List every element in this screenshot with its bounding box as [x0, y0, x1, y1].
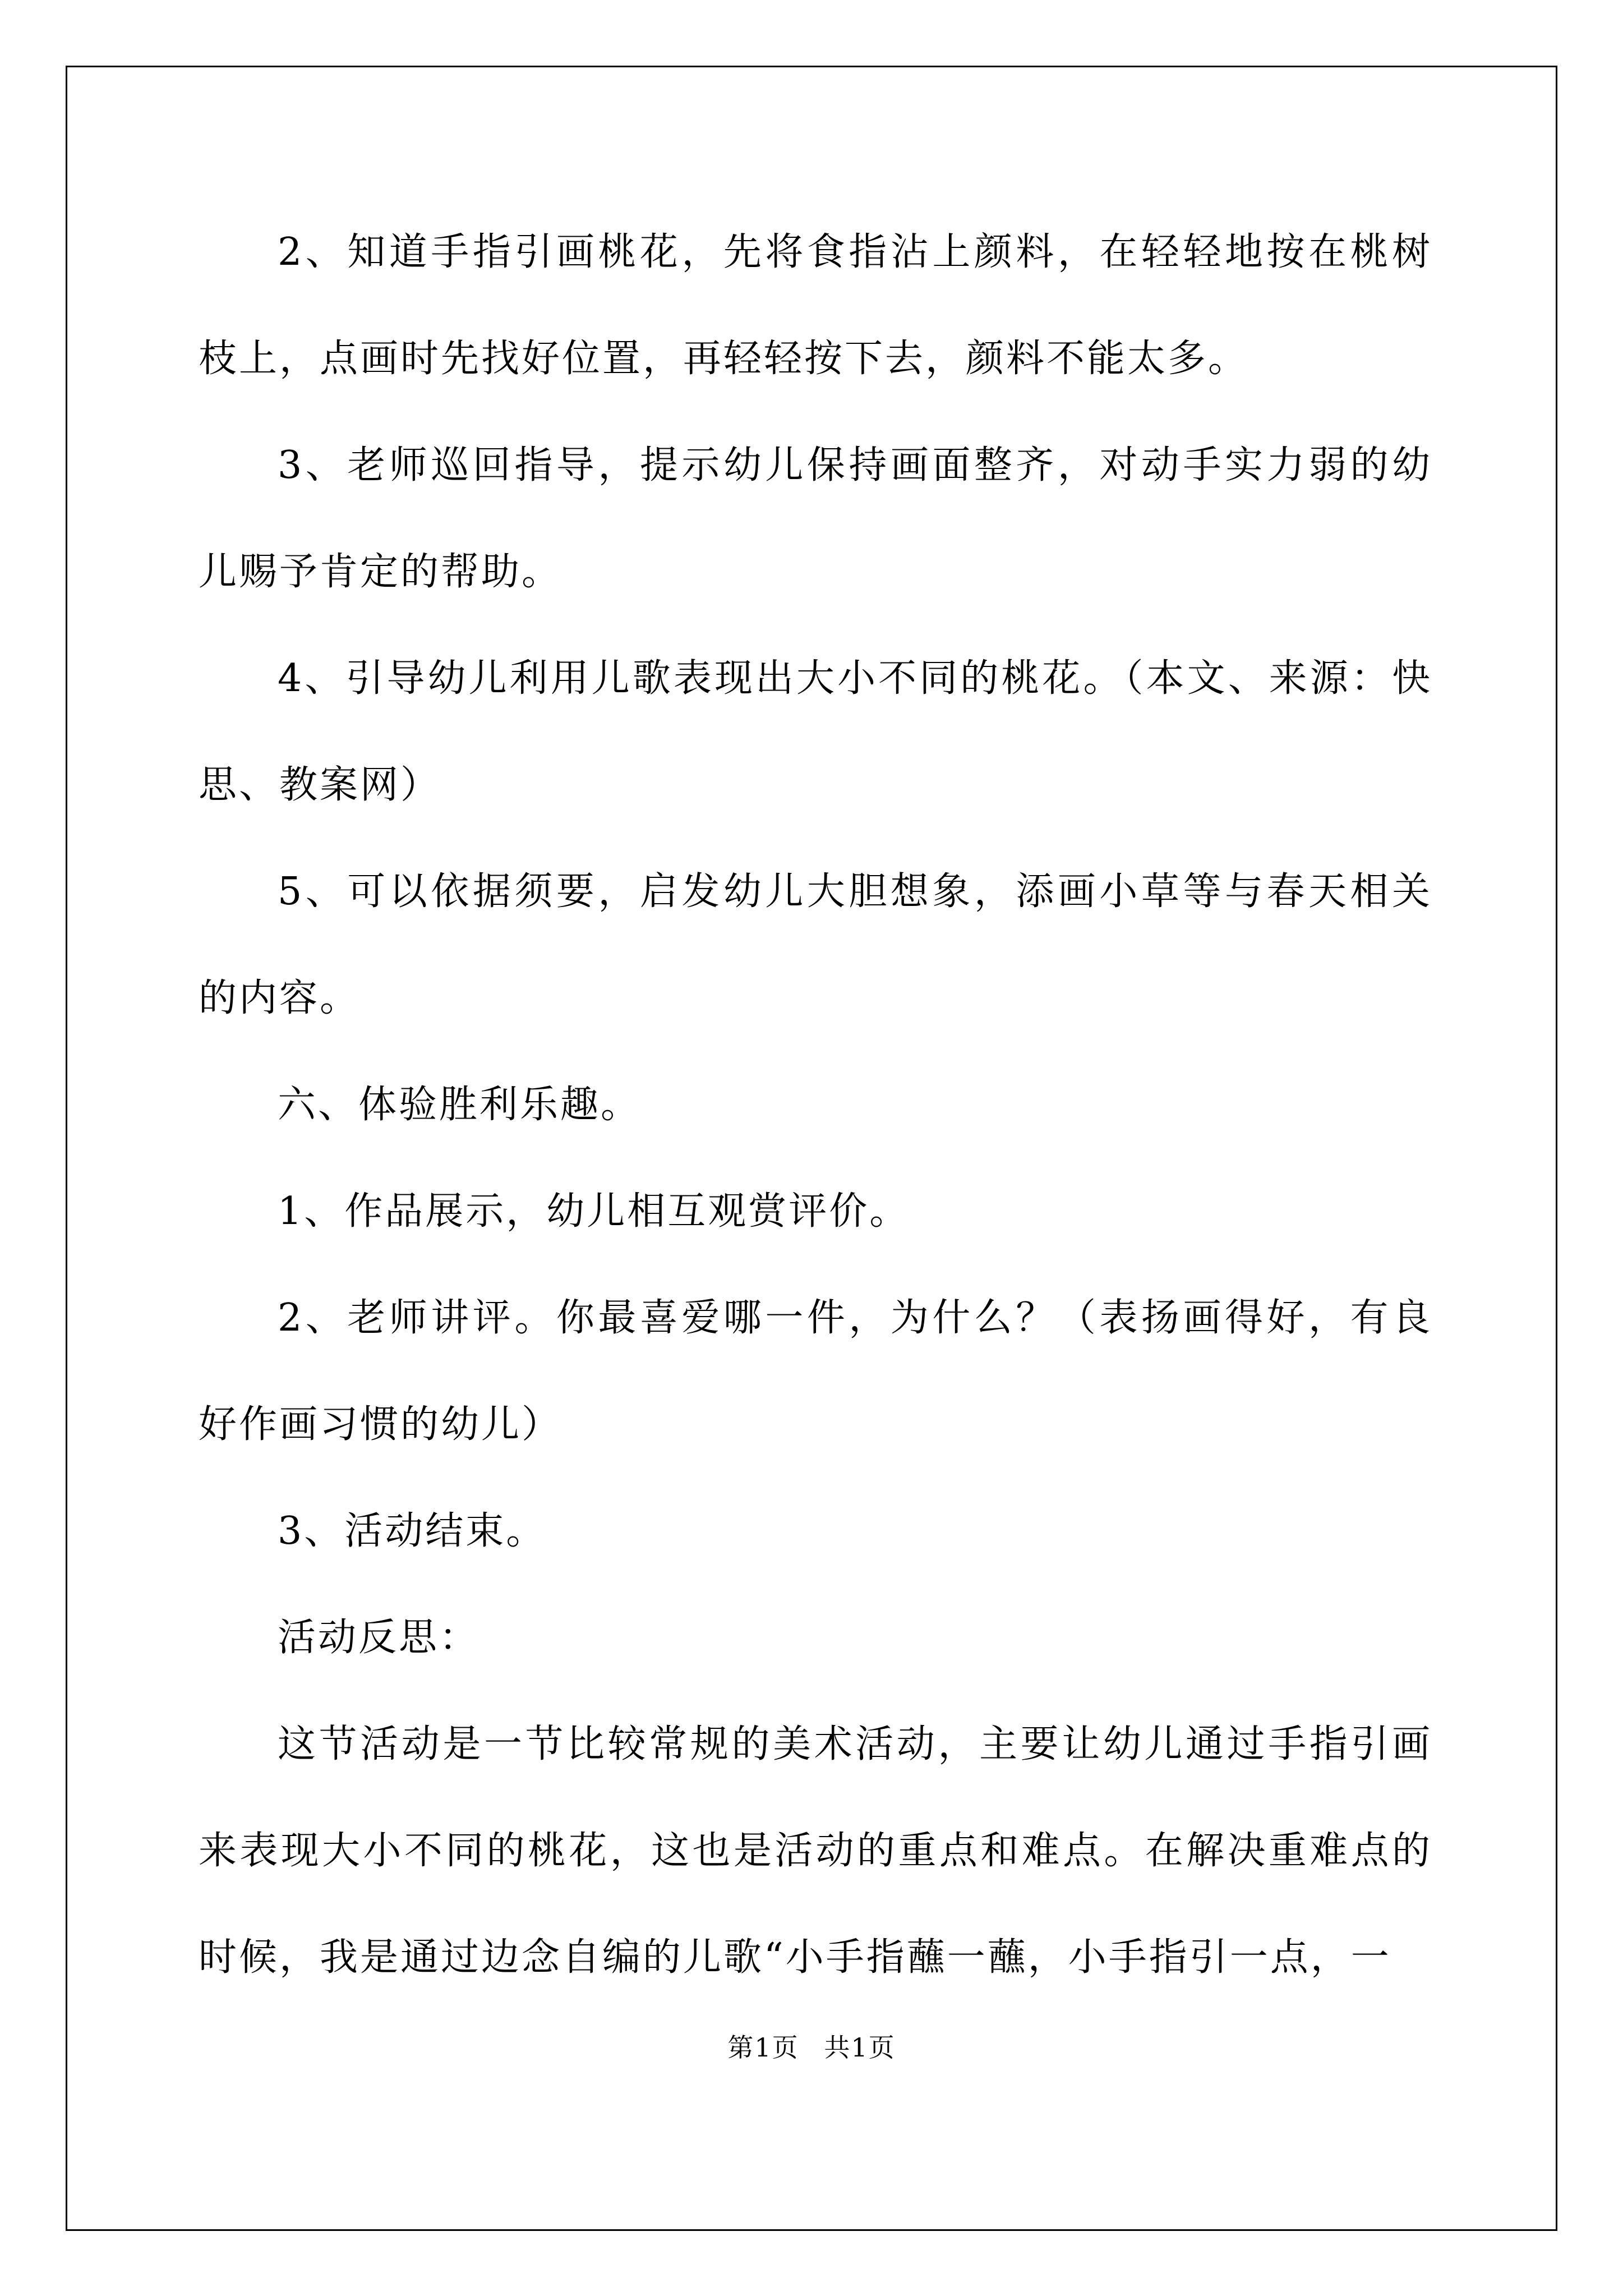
paragraph: 2、知道手指引画桃花，先将食指沾上颜料，在轻轻地按在桃树枝上，点画时先找好位置，再轻轻按下去，颜料不能太多。: [199, 230, 1432, 381]
section-heading: 活动反思：: [278, 1616, 480, 1660]
page-footer: [0, 2031, 1623, 2064]
paragraph: 2、老师讲评。你最喜爱哪一件，为什么？（表扬画得好，有良好作画习惯的幼儿）: [199, 1296, 1432, 1447]
page-number: 第1页: [727, 2032, 799, 2063]
paragraph: 5、可以依据须要，启发幼儿大胆想象，添画小草等与春天相关的内容。: [199, 869, 1432, 1020]
paragraph: 3、活动结束。: [278, 1509, 547, 1553]
page-total: 共1页: [824, 2032, 896, 2063]
paragraph: 4、引导幼儿利用儿歌表现出大小不同的桃花。（本文、来源：快思、教案网）: [199, 656, 1432, 807]
paragraph: 1、作品展示，幼儿相互观赏评价。: [278, 1189, 910, 1234]
section-heading: 六、体验胜利乐趣。: [278, 1083, 642, 1127]
paragraph: 3、老师巡回指导，提示幼儿保持画面整齐，对动手实力弱的幼儿赐予肯定的帮助。: [199, 443, 1432, 594]
paragraph: 这节活动是一节比较常规的美术活动，主要让幼儿通过手指引画来表现大小不同的桃花，这也是活动的重点和难点。在解决重难点的时候，我是通过边念自编的儿歌“小手指蘸一蘸，小手指引一点，一: [199, 1722, 1432, 1980]
